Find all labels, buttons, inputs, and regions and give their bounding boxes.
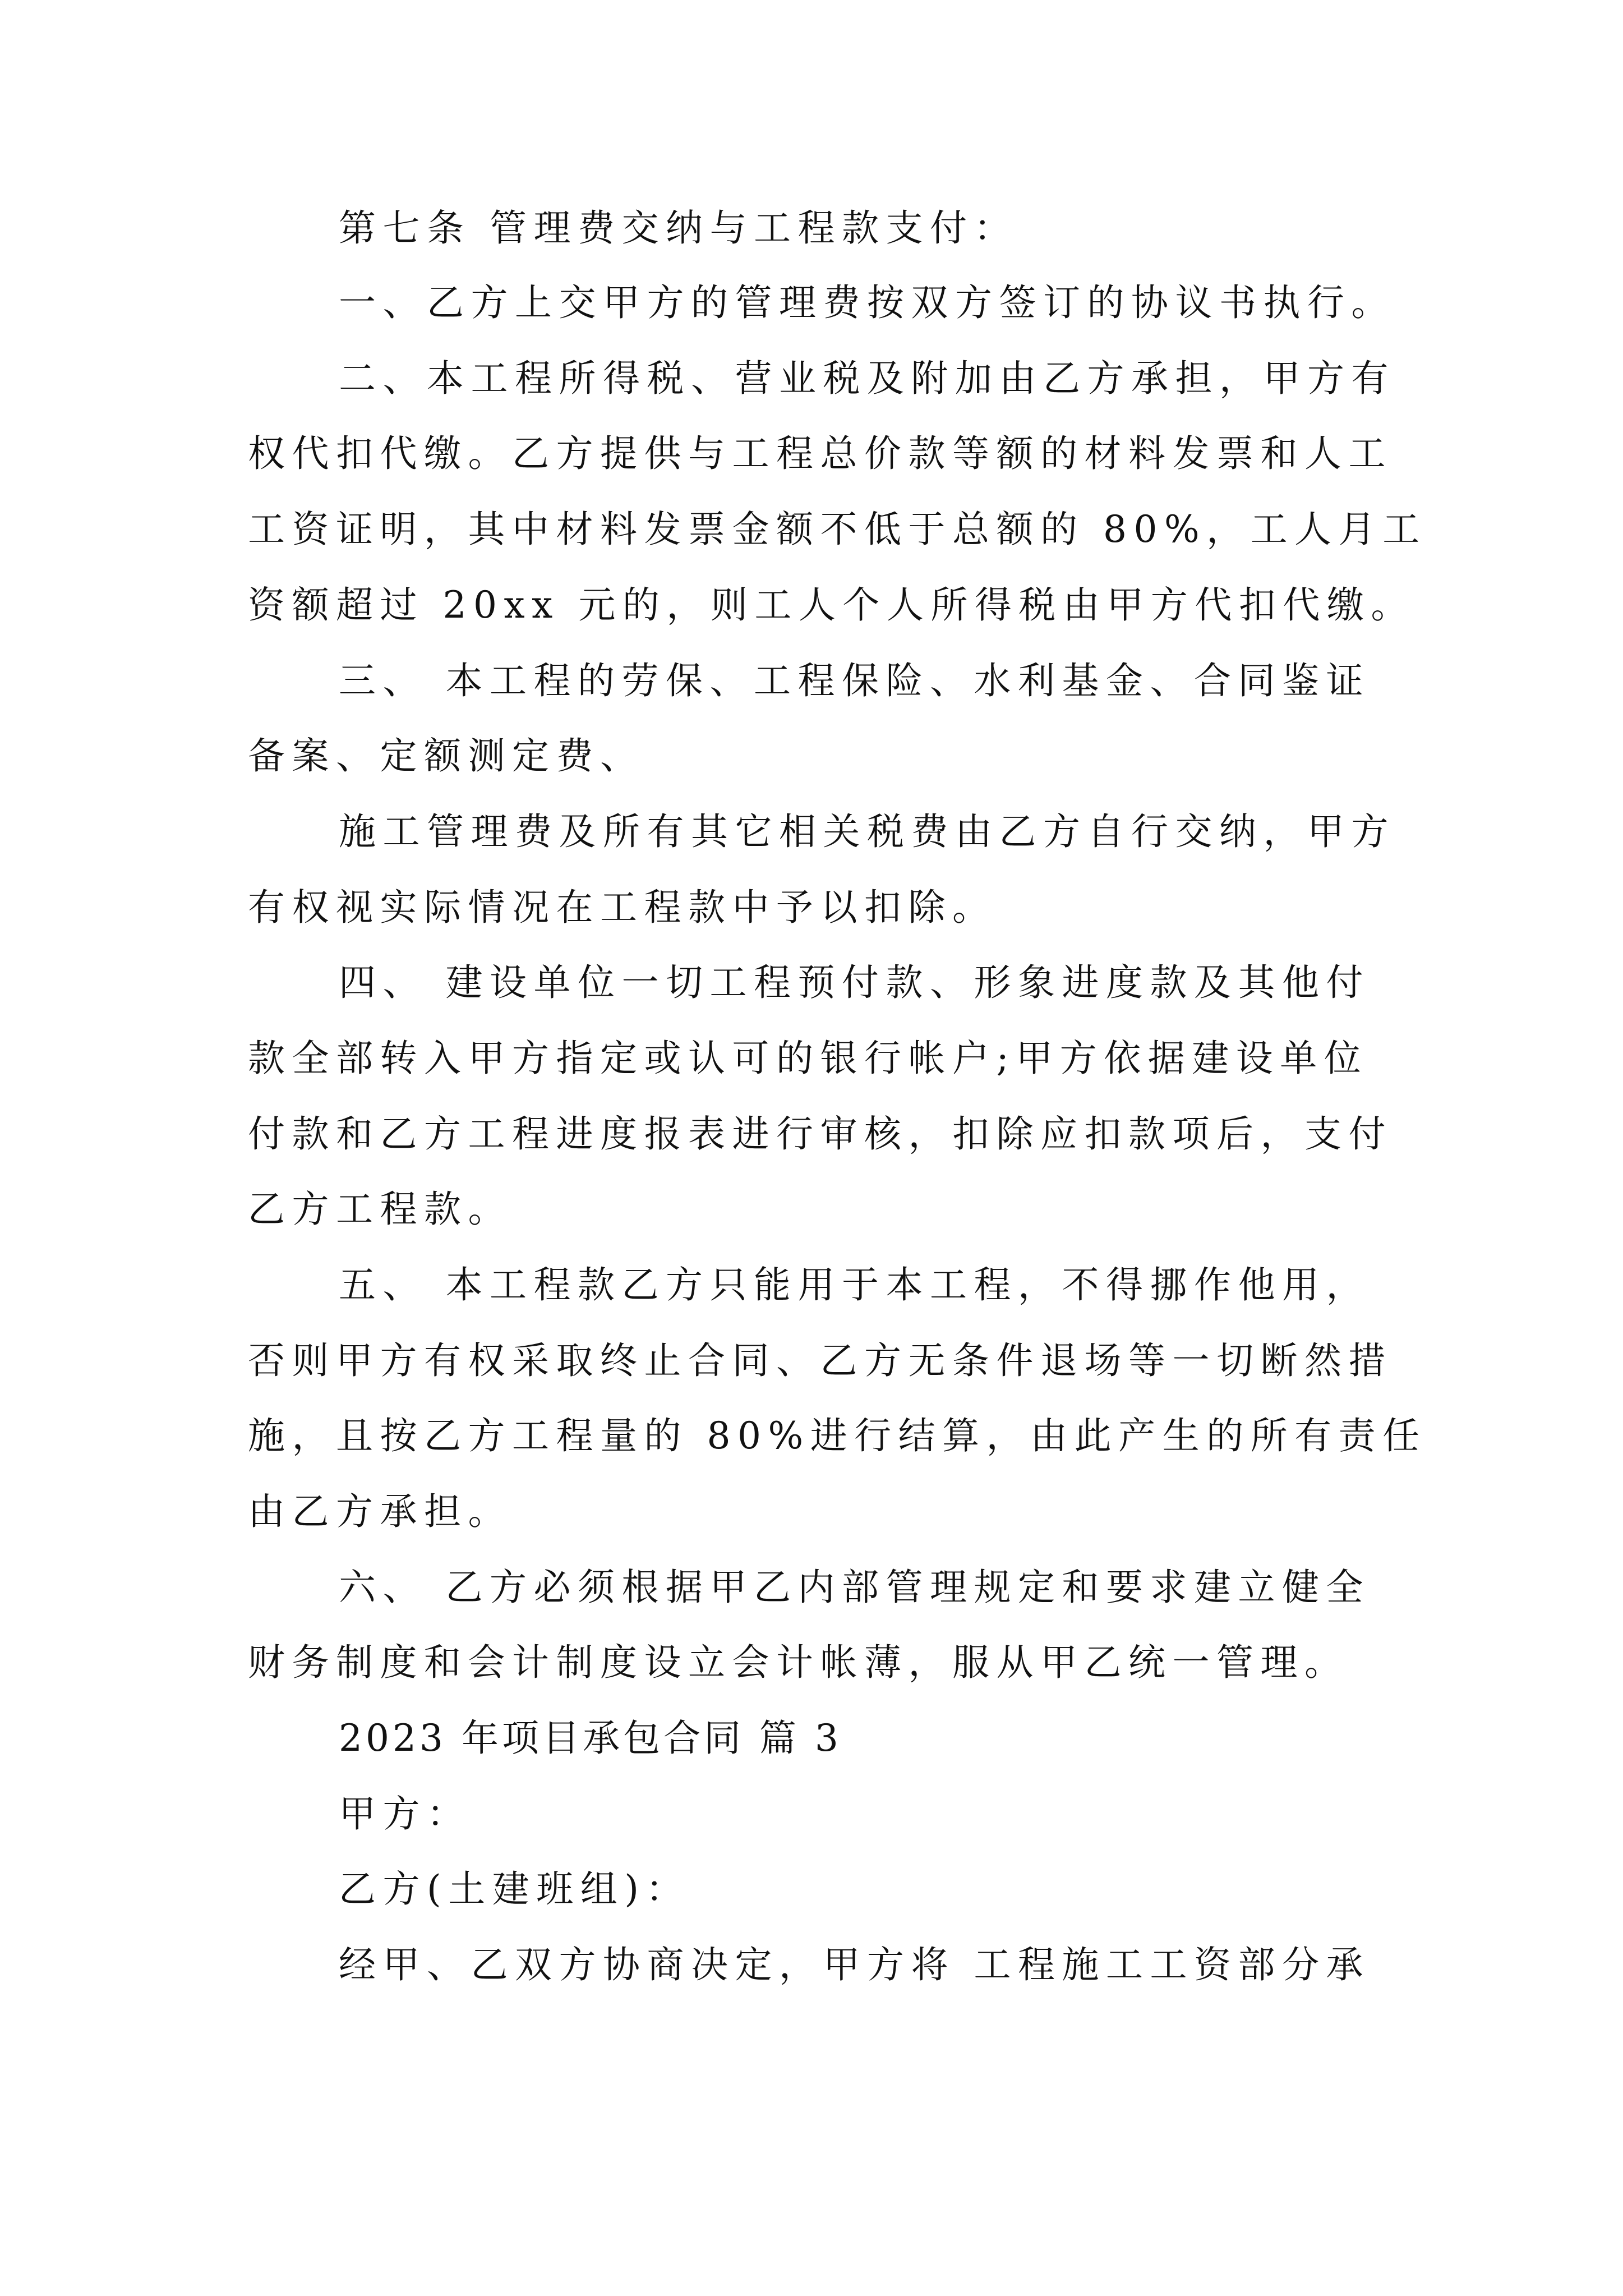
clause-6-line-1: 六、 乙方必须根据甲乙内部管理规定和要求建立健全 bbox=[339, 1566, 1370, 1609]
clause-2-line-2: 权代扣代缴。乙方提供与工程总价款等额的材料发票和人工 bbox=[248, 432, 1393, 475]
party-a-label: 甲方： bbox=[339, 1792, 471, 1835]
clause-3-line-3: 施工管理费及所有其它相关税费由乙方自行交纳，甲方 bbox=[339, 810, 1395, 853]
clause-4-line-1: 四、 建设单位一切工程预付款、形象进度款及其他付 bbox=[339, 961, 1370, 1004]
clause-5-line-1: 五、 本工程款乙方只能用于本工程，不得挪作他用， bbox=[339, 1263, 1370, 1306]
clause-1-line-1: 一、乙方上交甲方的管理费按双方签订的协议书执行。 bbox=[339, 281, 1395, 324]
clause-5-line-4: 由乙方承担。 bbox=[248, 1490, 512, 1533]
clause-4-line-4: 乙方工程款。 bbox=[248, 1188, 512, 1231]
party-b-label: 乙方(土建班组)： bbox=[339, 1867, 690, 1911]
clause-2-line-1: 二、本工程所得税、营业税及附加由乙方承担，甲方有 bbox=[339, 357, 1395, 400]
clause-5-line-3: 施，且按乙方工程量的 80%进行结算，由此产生的所有责任 bbox=[248, 1414, 1427, 1457]
clause-2-line-3: 工资证明，其中材料发票金额不低于总额的 80%，工人月工 bbox=[248, 508, 1427, 551]
agreement-intro-line: 经甲、乙双方协商决定，甲方将 工程施工工资部分承 bbox=[339, 1943, 1370, 1986]
clause-4-line-3: 付款和乙方工程进度报表进行审核，扣除应扣款项后，支付 bbox=[248, 1112, 1393, 1156]
clause-3-line-2: 备案、定额测定费、 bbox=[248, 734, 644, 777]
clause-6-line-2: 财务制度和会计制度设立会计帐薄，服从甲乙统一管理。 bbox=[248, 1641, 1349, 1684]
clause-2-line-4: 资额超过 20xx 元的，则工人个人所得税由甲方代扣代缴。 bbox=[248, 583, 1415, 627]
contract-section-title: 2023 年项目承包合同 篇 3 bbox=[339, 1717, 842, 1760]
clause-3-line-4: 有权视实际情况在工程款中予以扣除。 bbox=[248, 886, 997, 929]
clause-4-line-2: 款全部转入甲方指定或认可的银行帐户;甲方依据建设单位 bbox=[248, 1037, 1368, 1080]
clause-3-line-1: 三、 本工程的劳保、工程保险、水利基金、合同鉴证 bbox=[339, 659, 1370, 702]
clause-5-line-2: 否则甲方有权采取终止合同、乙方无条件退场等一切断然措 bbox=[248, 1339, 1393, 1382]
article-7-heading: 第七条 管理费交纳与工程款支付： bbox=[339, 206, 1018, 250]
